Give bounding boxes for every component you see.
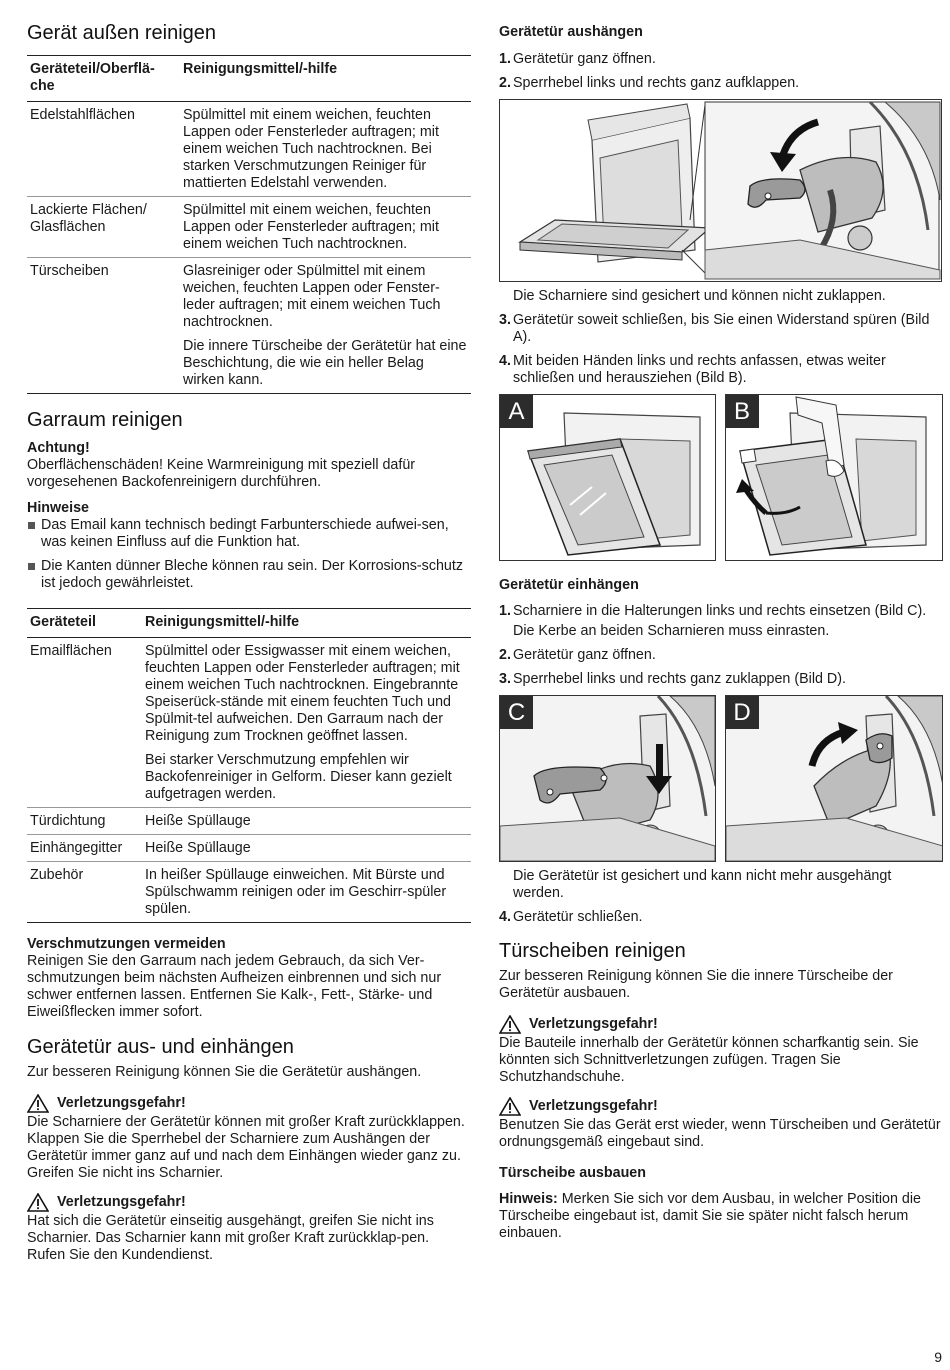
list-item: Die Kanten dünner Bleche können rau sein. Der Korrosions-schutz ist jedoch gewährleistet. xyxy=(27,558,471,592)
table-header-cleaning: Reinigungsmittel/-hilfe xyxy=(183,61,338,77)
list-item xyxy=(499,51,943,68)
step-number: 1. xyxy=(499,603,511,619)
warning-text: Benutzen Sie das Gerät erst wieder, wenn Türscheiben und Gerätetür ordnungsgemäß eingebaut sind. xyxy=(499,1117,941,1150)
remove-door-steps xyxy=(499,51,943,92)
warning-text: Die Bauteile innerhalb der Gerätetür können scharfkantig sein. Sie könnten sich Schnittverletzungen zufügen. Tragen Sie Schutzhandschuhe. xyxy=(499,1035,919,1085)
table-cell-text xyxy=(180,197,471,258)
right-column xyxy=(499,23,943,1242)
table-cell-part: Türdichtung xyxy=(27,808,142,835)
table-header-part: Geräteteil xyxy=(30,614,96,630)
table-header-cleaning: Reinigungsmittel/-hilfe xyxy=(145,614,300,630)
table-cell-part: Edelstahlflächen xyxy=(27,102,180,197)
figure-label: B xyxy=(726,395,759,428)
page-number: 9 xyxy=(934,1349,942,1365)
warning-title: Verletzungsgefahr! xyxy=(57,1194,186,1210)
figure-pair-cd xyxy=(499,695,943,862)
warning-triangle-icon xyxy=(499,1015,521,1034)
step-text: Gerätetür ganz öffnen. xyxy=(513,647,656,663)
figure-hinge-open xyxy=(499,99,942,282)
section-title-clean-outside: Gerät außen reinigen xyxy=(27,22,217,44)
table-row xyxy=(27,102,471,197)
list-item xyxy=(499,353,943,387)
section-title-door-panes: Türscheiben reinigen xyxy=(499,940,686,962)
table-row xyxy=(27,197,471,258)
warning-triangle-icon xyxy=(499,1097,521,1116)
step-text: Mit beiden Händen links und rechts anfassen, etwas weiter schließen und herausziehen (Bild B). xyxy=(513,353,886,386)
caution-text: Oberflächenschäden! Keine Warmreinigung mit speziell dafür vorgesehenen Backofenreinigern durchführen. xyxy=(27,457,416,490)
door-panes-intro: Zur besseren Reinigung können Sie die innere Türscheibe der Gerätetür ausbauen. xyxy=(499,968,893,1001)
table-row xyxy=(27,808,471,835)
notes-title: Hinweise xyxy=(27,500,89,516)
attach-door-steps xyxy=(499,603,943,620)
table-cell-text xyxy=(142,835,471,862)
cell-paragraph: In heißer Spüllauge einweichen. Mit Bürste und Spülschwamm reinigen oder im Geschirr-spüler spülen. xyxy=(145,867,447,917)
left-column xyxy=(27,20,471,1264)
warning-heading xyxy=(499,1097,943,1116)
list-item xyxy=(499,312,943,346)
warning-heading xyxy=(27,1094,471,1113)
hinge-secured-text: Die Scharniere sind gesichert und können nicht zuklappen. xyxy=(513,288,886,304)
cell-paragraph: Die innere Türscheibe der Gerätetür hat eine Beschichtung, die wie ein heller Belag wirken kann. xyxy=(183,338,467,388)
cell-paragraph: Spülmittel mit einem weichen, feuchten Lappen oder Fensterleder auftragen; mit einem weichen Tuch nachtrocknen. Bei starken Verschmutzungen Reiniger für mattierten Edelstahl verwenden. xyxy=(183,107,439,191)
avoid-dirt-title: Verschmutzungen vermeiden xyxy=(27,936,226,952)
figure-label: C xyxy=(500,696,533,729)
step-number: 2. xyxy=(499,75,511,91)
warning-triangle-icon xyxy=(27,1094,49,1113)
door-intro: Zur besseren Reinigung können Sie die Gerätetür aushängen. xyxy=(27,1064,422,1080)
attach-door-title: Gerätetür einhängen xyxy=(499,577,639,593)
figure-b xyxy=(725,394,944,561)
avoid-dirt-text: Reinigen Sie den Garraum nach jedem Gebrauch, da sich Ver-schmutzungen beim nächsten Aufheizen einbrennen und sich nur schwer entfernen lassen. Entfernen Sie Kalk-, Fett-, Stärke- und Eiweißflecken immer sofort. xyxy=(27,953,442,1020)
section-title-door: Gerätetür aus- und einhängen xyxy=(27,1036,294,1058)
table-cell-part: Türscheiben xyxy=(27,258,180,394)
remove-door-title: Gerätetür aushängen xyxy=(499,24,643,40)
warning-triangle-icon xyxy=(27,1193,49,1212)
attach-door-steps-3 xyxy=(499,909,943,926)
table-cell-text xyxy=(142,808,471,835)
step-text: Gerätetür schließen. xyxy=(513,909,643,925)
remove-pane-title: Türscheibe ausbauen xyxy=(499,1165,646,1181)
clean-outside-table xyxy=(27,55,471,394)
warning-text: Hat sich die Gerätetür einseitig ausgehängt, greifen Sie nicht ins Scharnier. Das Scharnier kann mit großer Kraft zurückklap-pen. Rufen Sie den Kundendienst. xyxy=(27,1213,434,1263)
table-cell-text xyxy=(180,258,471,394)
table-cell-text xyxy=(180,102,471,197)
table-header-part: Geräteteil/Oberflä-che xyxy=(30,61,155,94)
pane-note xyxy=(499,1191,943,1242)
step-text: Scharniere in die Halterungen links und rechts einsetzen (Bild C). xyxy=(513,603,927,619)
list-item xyxy=(499,75,943,92)
warning-heading xyxy=(27,1193,471,1212)
figure-label: D xyxy=(726,696,759,729)
table-cell-part: Einhängegitter xyxy=(27,835,142,862)
notes-list xyxy=(27,517,471,592)
warning-heading xyxy=(499,1015,943,1034)
cell-paragraph: Spülmittel oder Essigwasser mit einem weichen, feuchten Lappen oder Fensterleder auftragen; mit einem weichen Tuch nachtrocknen. Eingebrannte Speiserück-stände mit einem feuchten Tuch und Spülmit-tel aufweichen. Den Garraum nach der Reinigung zum Trocknen geöffnet lassen. xyxy=(145,643,460,744)
table-row xyxy=(27,638,471,808)
cell-paragraph: Heiße Spüllauge xyxy=(145,840,251,856)
table-cell-text xyxy=(142,862,471,923)
figure-d xyxy=(725,695,944,862)
table-cell-part: Lackierte Flächen/ Glasflächen xyxy=(27,197,180,258)
table-row xyxy=(27,862,471,923)
step-text: Gerätetür ganz öffnen. xyxy=(513,51,656,67)
caution-title: Achtung! xyxy=(27,440,90,456)
section-title-clean-cavity: Garraum reinigen xyxy=(27,409,183,431)
oven-door-hinge-illustration xyxy=(500,100,941,281)
list-item xyxy=(499,647,943,664)
table-row xyxy=(27,835,471,862)
warning-title: Verletzungsgefahr! xyxy=(529,1016,658,1032)
table-cell-part: Zubehör xyxy=(27,862,142,923)
step-number: 1. xyxy=(499,51,511,67)
attach-door-steps-2 xyxy=(499,647,943,688)
figure-pair-ab xyxy=(499,394,943,561)
door-secured-text: Die Gerätetür ist gesichert und kann nicht mehr ausgehängt werden. xyxy=(513,868,892,901)
step-number: 3. xyxy=(499,671,511,687)
step-text: Gerätetür soweit schließen, bis Sie einen Widerstand spüren (Bild A). xyxy=(513,312,930,345)
figure-a xyxy=(499,394,716,561)
list-item: Das Email kann technisch bedingt Farbunterschiede aufwei-sen, was keinen Einfluss auf die Funktion hat. xyxy=(27,517,471,551)
step-text: Sperrhebel links und rechts ganz aufklappen. xyxy=(513,75,800,91)
list-item xyxy=(499,909,943,926)
cell-paragraph: Glasreiniger oder Spülmittel mit einem weichen, feuchten Lappen oder Fenster-leder auftragen; mit einem weichen Tuch nachtrocknen. xyxy=(183,263,441,330)
clean-cavity-table xyxy=(27,608,471,923)
cell-paragraph: Bei starker Verschmutzung empfehlen wir Backofenreiniger in Gelform. Dieser kann gezielt aufgetragen werden. xyxy=(145,752,452,802)
list-item xyxy=(499,603,943,620)
figure-c xyxy=(499,695,716,862)
table-row xyxy=(27,258,471,394)
warning-title: Verletzungsgefahr! xyxy=(57,1095,186,1111)
cell-paragraph: Heiße Spüllauge xyxy=(145,813,251,829)
remove-door-steps-2 xyxy=(499,312,943,387)
note-label: Hinweis: xyxy=(499,1191,558,1207)
warning-title: Verletzungsgefahr! xyxy=(529,1098,658,1114)
warning-text: Die Scharniere der Gerätetür können mit großer Kraft zurückklappen. Klappen Sie die Sperrhebel der Scharniere zum Aushängen der Gerätetür immer ganz auf und nach dem Einhängen wieder ganz zu. Greifen Sie nicht ins Scharnier. xyxy=(27,1114,465,1181)
step-number: 2. xyxy=(499,647,511,663)
step-text: Sperrhebel links und rechts ganz zuklappen (Bild D). xyxy=(513,671,846,687)
step-number: 3. xyxy=(499,312,511,328)
note-text: Merken Sie sich vor dem Ausbau, in welcher Position die Türscheibe eingebaut ist, damit Sie sie später nicht falsch herum einbauen. xyxy=(499,1191,921,1241)
cell-paragraph: Spülmittel mit einem weichen, feuchten Lappen oder Fensterleder auftragen; mit einem weichen Tuch nachtrocknen. xyxy=(183,202,439,252)
step-number: 4. xyxy=(499,909,511,925)
step-number: 4. xyxy=(499,353,511,369)
figure-label: A xyxy=(500,395,533,428)
notch-text: Die Kerbe an beiden Scharnieren muss einrasten. xyxy=(513,623,830,639)
list-item xyxy=(499,671,943,688)
table-cell-part: Emailflächen xyxy=(27,638,142,808)
table-cell-text xyxy=(142,638,471,808)
